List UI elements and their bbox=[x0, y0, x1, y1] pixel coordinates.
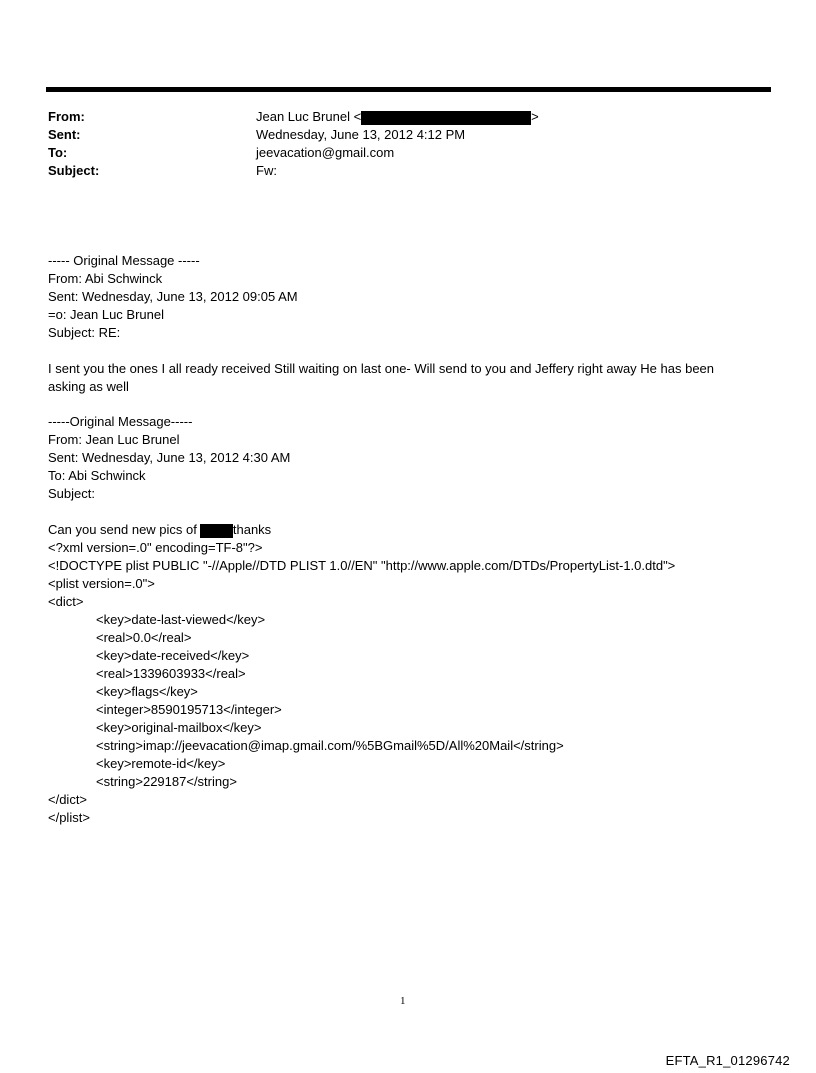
sent-value: Wednesday, June 13, 2012 4:12 PM bbox=[256, 127, 466, 142]
to-value: jeevacation@gmail.com bbox=[256, 145, 395, 160]
request-line bbox=[48, 521, 271, 539]
sent-label: Sent: bbox=[48, 127, 81, 142]
to-label: To: bbox=[48, 145, 68, 160]
dict-line: <string>imap://jeevacation@imap.gmail.com/%5BGmail%5D/All%20Mail</string> bbox=[96, 738, 564, 753]
request-pre: Can you send new pics of bbox=[48, 522, 197, 537]
xml-line: <dict> bbox=[48, 594, 84, 609]
orig2-divider: -----Original Message----- bbox=[48, 414, 193, 429]
orig2-subject: Subject: bbox=[48, 486, 95, 501]
orig2-to: To: Abi Schwinck bbox=[48, 468, 146, 483]
dict-line: <real>0.0</real> bbox=[96, 630, 192, 645]
xml-line: <plist version=.0"> bbox=[48, 576, 155, 591]
dict-line: <key>remote-id</key> bbox=[96, 756, 226, 771]
dict-line: <string>229187</string> bbox=[96, 774, 237, 789]
orig1-subject: Subject: RE: bbox=[48, 325, 121, 340]
dict-line: <key>date-received</key> bbox=[96, 648, 250, 663]
xml-line: <?xml version=.0" encoding=TF-8"?> bbox=[48, 540, 263, 555]
dict-line: <key>original-mailbox</key> bbox=[96, 720, 262, 735]
orig1-text-line1: I sent you the ones I all ready received Still waiting on last one- Will send to you and Jeffery right away He has been bbox=[48, 361, 715, 376]
redaction-box bbox=[361, 111, 531, 125]
orig1-sent: Sent: Wednesday, June 13, 2012 09:05 AM bbox=[48, 289, 298, 304]
dict-line: <key>date-last-viewed</key> bbox=[96, 612, 266, 627]
orig2-sent: Sent: Wednesday, June 13, 2012 4:30 AM bbox=[48, 450, 291, 465]
orig1-from: From: Abi Schwinck bbox=[48, 271, 163, 286]
orig1-text-line2: asking as well bbox=[48, 379, 129, 394]
xml-close-line: </dict> bbox=[48, 792, 88, 807]
page-number: 1 bbox=[400, 995, 406, 1007]
dict-line: <real>1339603933</real> bbox=[96, 666, 246, 681]
subject-value: Fw: bbox=[256, 163, 277, 178]
dict-line: <integer>8590195713</integer> bbox=[96, 702, 282, 717]
orig1-to: =o: Jean Luc Brunel bbox=[48, 307, 164, 322]
from-label: From: bbox=[48, 109, 85, 124]
redaction-box bbox=[200, 524, 233, 538]
request-post: thanks bbox=[232, 522, 272, 537]
dict-line: <key>flags</key> bbox=[96, 684, 198, 699]
subject-label: Subject: bbox=[48, 163, 100, 178]
xml-line: <!DOCTYPE plist PUBLIC "-//Apple//DTD PLIST 1.0//EN" "http://www.apple.com/DTDs/PropertyList-1.0.dtd"> bbox=[48, 558, 676, 573]
xml-close-line: </plist> bbox=[48, 810, 90, 825]
from-open: < bbox=[353, 109, 362, 124]
from-value bbox=[256, 108, 539, 126]
from-name: Jean Luc Brunel bbox=[256, 109, 350, 124]
from-close: > bbox=[531, 109, 539, 124]
orig1-divider: ----- Original Message ----- bbox=[48, 253, 200, 268]
header-rule bbox=[46, 87, 771, 92]
document-id: EFTA_R1_01296742 bbox=[665, 1053, 790, 1068]
orig2-from: From: Jean Luc Brunel bbox=[48, 432, 180, 447]
